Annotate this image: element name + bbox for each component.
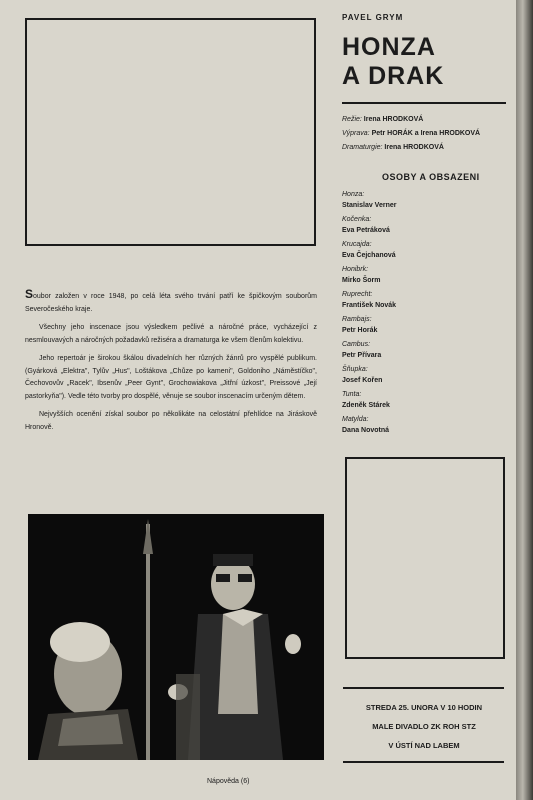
cast-role: Ruprecht: (342, 291, 373, 298)
cast-actor: Dana Novotná (342, 426, 390, 434)
cast-actor: Eva Čejchanová (342, 251, 396, 259)
cast-actor: Zdeněk Stárek (342, 401, 390, 409)
event-info (344, 698, 504, 755)
credit-design: Výprava: Petr HORÁK a Irena HRODKOVÁ (342, 130, 481, 137)
empty-photo-frame-top (25, 18, 316, 246)
empty-photo-frame-right (345, 457, 505, 659)
paragraph: Nejvyšších ocenění získal soubor po několikáte na celostátní přehlídce na Jiráskově Hronově. (25, 411, 317, 431)
event-bottom-rule (343, 761, 504, 763)
cast-actor: Petr Horák (342, 326, 378, 334)
cast-role: Cambus: (342, 341, 371, 348)
cast-role: Honza: (342, 191, 365, 198)
drop-cap: S (25, 287, 34, 301)
page-footer: Nápověda (6) (207, 778, 250, 785)
title-underline (342, 102, 506, 104)
title-line-2: A DRAK (342, 62, 445, 90)
credit-dramaturgy: Dramaturgie: Irena HRODKOVÁ (342, 144, 444, 151)
cast-role: Tunta: (342, 391, 362, 398)
stage-photo (28, 514, 324, 760)
page-edge (516, 0, 533, 800)
cast-role: Kočenka: (342, 216, 372, 223)
play-title (342, 33, 444, 91)
paragraph: Všechny jeho inscenace jsou výsledkem pečlivé a náročné práce, vycházející z nesmlouvavých a náročných požadavků režiséra a dramaturga ke všem členům kolektivu. (25, 324, 317, 344)
event-venue: MALE DIVADLO ZK ROH STZ (372, 722, 476, 731)
stage-photo-illustration (28, 514, 324, 760)
paragraph: Soubor založen v roce 1948, po celá léta svého trvání patří ke špičkovým souborům Severočeského kraje. (25, 287, 317, 313)
credit-direction: Režie: Irena HRODKOVÁ (342, 116, 424, 123)
cast-role: Krucajda: (342, 241, 372, 248)
event-top-rule (343, 687, 504, 689)
cast-list (342, 186, 396, 436)
title-line-1: HONZA (342, 33, 436, 61)
cast-actor: Eva Petráková (342, 226, 390, 234)
cast-actor: Mirko Šorm (342, 276, 381, 284)
paragraph: Jeho repertoár je širokou škálou divadelních her různých žánrů pro vyspělé publikum. (Gyárková „Elektra", Tylův „Hus", Loštákova „Chůze po kameni", Goldoniho „Náměstíčko", Čechovovův „Racek", Ibsenův „Peer Gynt", Grochowiakova „Jitřní úzkost", Preissové „Její pastorkyňa"). Vedle této tvorby pro dospělé, věnuje se soubor inscenacím určeným dětem. (25, 355, 317, 400)
event-city: V ÚSTÍ NAD LABEM (388, 741, 460, 750)
cast-role: Šňupka: (342, 366, 368, 373)
event-date: STREDA 25. UNORA V 10 HODIN (365, 703, 483, 712)
cast-actor: Stanislav Verner (342, 201, 397, 209)
cast-heading: OSOBY A OBSAZENI (382, 172, 480, 182)
credits-block (342, 113, 480, 155)
cast-role: Rambajs: (342, 316, 372, 323)
cast-actor: Petr Přívara (342, 351, 382, 359)
author-name: PAVEL GRYM (342, 13, 404, 22)
cast-role: Matylda: (342, 416, 369, 423)
cast-actor: Josef Kořen (342, 376, 383, 384)
cast-role: Honibrk: (342, 266, 369, 273)
ensemble-description (25, 288, 317, 440)
cast-actor: František Novák (342, 301, 397, 309)
